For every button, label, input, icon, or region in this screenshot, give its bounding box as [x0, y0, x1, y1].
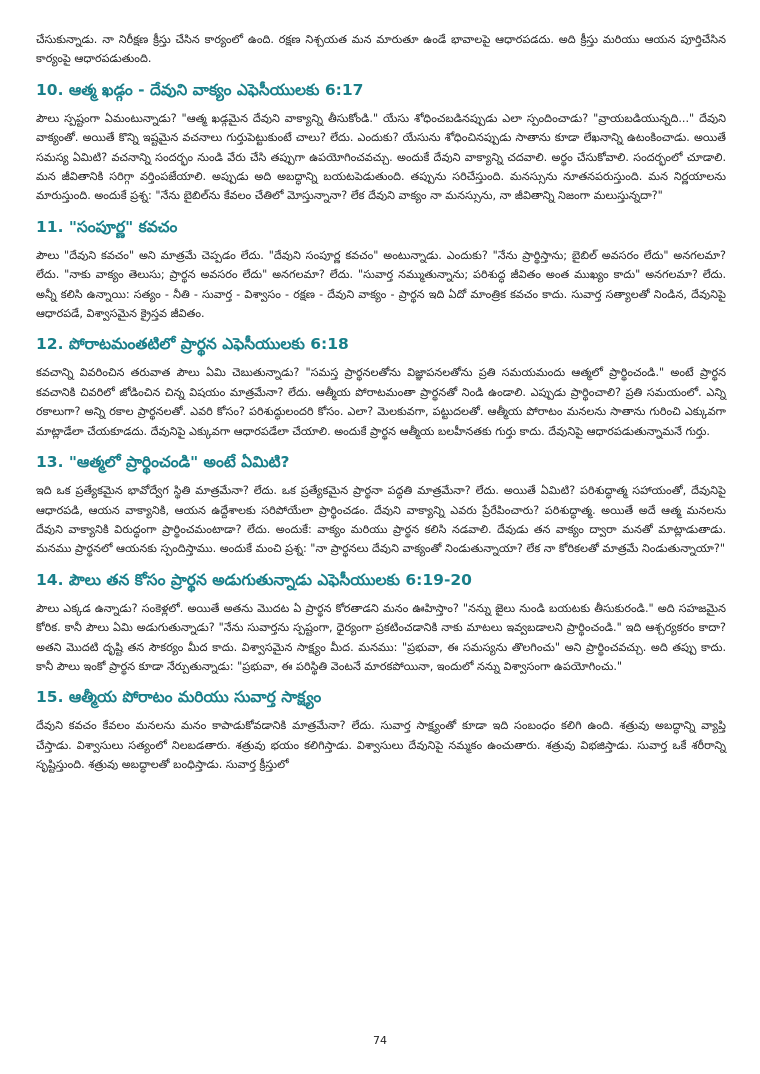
section-15-heading: 15. ఆత్మీయ పోరాటం మరియు సువార్త సాక్ష్యం — [36, 688, 322, 707]
section-13-body: ఇది ఒక ప్రత్యేకమైన భావోద్వేగ స్థితి మాత్రమేనా? లేదు. ఒక ప్రత్యేకమైన ప్రార్థనా పద్ధతి మాత్రమేనా? లేదు. అయితే ఏమిటి? పరిశుద్ధాత్మ సహాయంతో, దేవునిపై ఆధారపడి, ఆయన వాక్యానికి, ఆయన ఉద్దేశాలకు సరిపోయేలా ప్రార్థించడం. దేవుని వాక్యాన్ని ఎవరు ప్రేరేపించారు? పరిశుద్ధాత్మ. అయితే అదే ఆత్మ మనలను దేవుని వాక్యానికి విరుద్ధంగా ప్రార్థించమంటాడా? లేదు. అందుకే: వాక్యం మరియు ప్రార్థన కలిసి నడవాలి. దేవుడు తన వాక్యం ద్వారా మనతో మాట్లాడుతాడు. మనము ప్రార్థనలో ఆయనకు స్పందిస్తాము. అందుకే మంచి ప్రశ్న: "నా ప్రార్థనలు దేవుని వాక్యంతో నిండుతున్నాయా? లేక నా కోరికలతో మాత్రమే నిండుతున్నాయా?" — [36, 484, 726, 556]
section-10-heading: 10. ఆత్మ ఖడ్గం - దేవుని వాక్యం ఎఫెసీయులకు 6:17 — [36, 80, 364, 99]
section-11-heading: 11. "సంపూర్ణ" కవచం — [36, 217, 178, 236]
section-14-body: పౌలు ఎక్కడ ఉన్నాడు? సంకెళ్లలో. అయితే అతను మొదట ఏ ప్రార్థన కోరతాడని మనం ఊహిస్తాం? "నన్ను జైలు నుండి బయటకు తీసుకురండి." అది సహజమైన కోరిక. కానీ పౌలు ఏమి అడుగుతున్నాడు? "నేను సువార్తను స్పష్టంగా, ధైర్యంగా ప్రకటించడానికి నాకు మాటలు ఇవ్వబడాలని ప్రార్థించండి." ఇది ఆశ్చర్యకరం కాదా? అతని మొదటి దృష్టి తన సౌకర్యం మీద కాదు. విశ్వాసమైన సాక్ష్యం మీద. మనము: "ప్రభువా, ఈ సమస్యను తొలగించు" అని ప్రార్థించవచ్చు. అది తప్పు కాదు. కానీ పౌలు ఇంకో ప్రార్థన కూడా నేర్పుతున్నాడు: "ప్రభువా, ఈ పరిస్థితి వెంటనే మారకపోయినా, ఇందులో నన్ను విశ్వాసంగా ఉపయోగించు." — [36, 601, 726, 673]
document-page — [36, 30, 726, 775]
section-15-body: దేవుని కవచం కేవలం మనలను మనం కాపాడుకోవడానికి మాత్రమేనా? లేదు. సువార్త సాక్ష్యంతో కూడా ఇది సంబంధం కలిగి ఉంది. శత్రువు అబద్ధాన్ని వ్యాప్తి చేస్తాడు. విశ్వాసులు సత్యంలో నిలబడతారు. శత్రువు భయం కలిగిస్తాడు. విశ్వాసులు దేవునిపై నమ్మకం ఉంచుతారు. శత్రువు విభజిస్తాడు. సువార్త ఒకే శరీరాన్ని సృష్టిస్తుంది. శత్రువు అబద్ధాలతో బంధిస్తాడు. సువార్త క్రీస్తులో — [36, 719, 726, 772]
section-12-heading: 12. పోరాటమంతటిలో ప్రార్థన ఎఫెసీయులకు 6:18 — [36, 335, 349, 354]
section-12-body: కవచాన్ని వివరించిన తరువాత పౌలు ఏమి చెబుతున్నాడు? "సమస్త ప్రార్థనలతోను విజ్ఞాపనలతోను ప్రతి సమయమందు ఆత్మలో ప్రార్థించండి." అంటే ప్రార్థన కవచానికి చివరిలో జోడించిన చిన్న విషయం మాత్రమేనా? లేదు. ఆత్మీయ పోరాటమంతా ప్రార్థనతో నిండి ఉండాలి. ఎప్పుడు ప్రార్థించాలి? ప్రతి సమయంలో. ఎన్ని రకాలుగా? అన్ని రకాల ప్రార్థనలతో. ఎవరి కోసం? పరిశుద్ధులందరి కోసం. ఎలా? మెలకువగా, పట్టుదలతో. ఆత్మీయ పోరాటం మనలను సాతాను గురించి ఎక్కువగా మాట్లాడేలా చేయకూడదు. దేవునిపై ఎక్కువగా ఆధారపడేలా చేయాలి. అందుకే ప్రార్థన ఆత్మీయ బలహీనతకు గుర్తు కాదు. దేవునిపై ఆధారపడుతున్నామనే గుర్తు. — [36, 366, 726, 438]
section-10-body: పౌలు స్పష్టంగా ఏమంటున్నాడు? "ఆత్మ ఖడ్గమైన దేవుని వాక్యాన్ని తీసుకోండి." యేసు శోధించబడినప్పుడు ఎలా స్పందించాడు? "వ్రాయబడియున్నది..." దేవుని వాక్యంతో. అయితే కొన్ని ఇష్టమైన వచనాలు గుర్తుపెట్టుకుంటే చాలు? లేదు. ఎందుకు? యేసును శోధించినప్పుడు సాతాను కూడా లేఖనాన్ని ఉటంకించాడు. అయితే సమస్య ఏమిటి? వచనాన్ని సందర్భం నుండి వేరు చేసి తప్పుగా ఉపయోగించవచ్చు. అందుకే దేవుని వాక్యాన్ని చదవాలి. అర్థం చేసుకోవాలి. సందర్భంలో చూడాలి. మన జీవితానికి సరిగ్గా వర్తింపజేయాలి. అప్పుడు అది అబద్ధాన్ని బయటపెడుతుంది. తప్పును సరిచేస్తుంది. మనస్సును నూతనపరుస్తుంది. మన నిర్ణయాలను మారుస్తుంది. అందుకే ప్రశ్న: "నేను బైబిల్‌ను కేవలం చేతిలో మోస్తున్నానా? లేక దేవుని వాక్యం నా మనస్సును, నా జీవితాన్ని నిజంగా మలుస్తున్నదా?" — [36, 111, 726, 203]
intro-paragraph: చేసుకున్నాడు. నా నిరీక్షణ క్రీస్తు చేసిన కార్యంలో ఉంది. రక్షణ నిశ్చయత మన మారుతూ ఉండే భావాలపై ఆధారపడదు. అది క్రీస్తు మరియు ఆయన పూర్తిచేసిన కార్యంపై ఆధారపడుతుంది. — [36, 33, 726, 66]
section-13-heading: 13. "ఆత్మలో ప్రార్థించండి" అంటే ఏమిటి? — [36, 453, 290, 472]
section-14-heading: 14. పౌలు తన కోసం ప్రార్థన అడుగుతున్నాడు ఎఫెసీయులకు 6:19-20 — [36, 570, 472, 589]
section-11-body: పౌలు "దేవుని కవచం" అని మాత్రమే చెప్పడం లేదు. "దేవుని సంపూర్ణ కవచం" అంటున్నాడు. ఎందుకు? "నేను ప్రార్థిస్తాను; బైబిల్ అవసరం లేదు" అనగలమా? లేదు. "నాకు వాక్యం తెలుసు; ప్రార్థన అవసరం లేదు" అనగలమా? లేదు. "సువార్త నమ్ముతున్నాను; పరిశుద్ధ జీవితం అంత ముఖ్యం కాదు" అనగలమా? లేదు. అన్నీ కలిసి ఉన్నాయి: సత్యం - నీతి - సువార్త - విశ్వాసం - రక్షణ - దేవుని వాక్యం - ప్రార్థన ఇది ఏదో మాంత్రిక కవచం కాదు. సువార్త సత్యాలతో నిండిన, దేవునిపై ఆధారపడే, విశ్వాసమైన క్రైస్తవ జీవితం. — [36, 248, 726, 321]
page-number: 74 — [373, 1034, 387, 1047]
